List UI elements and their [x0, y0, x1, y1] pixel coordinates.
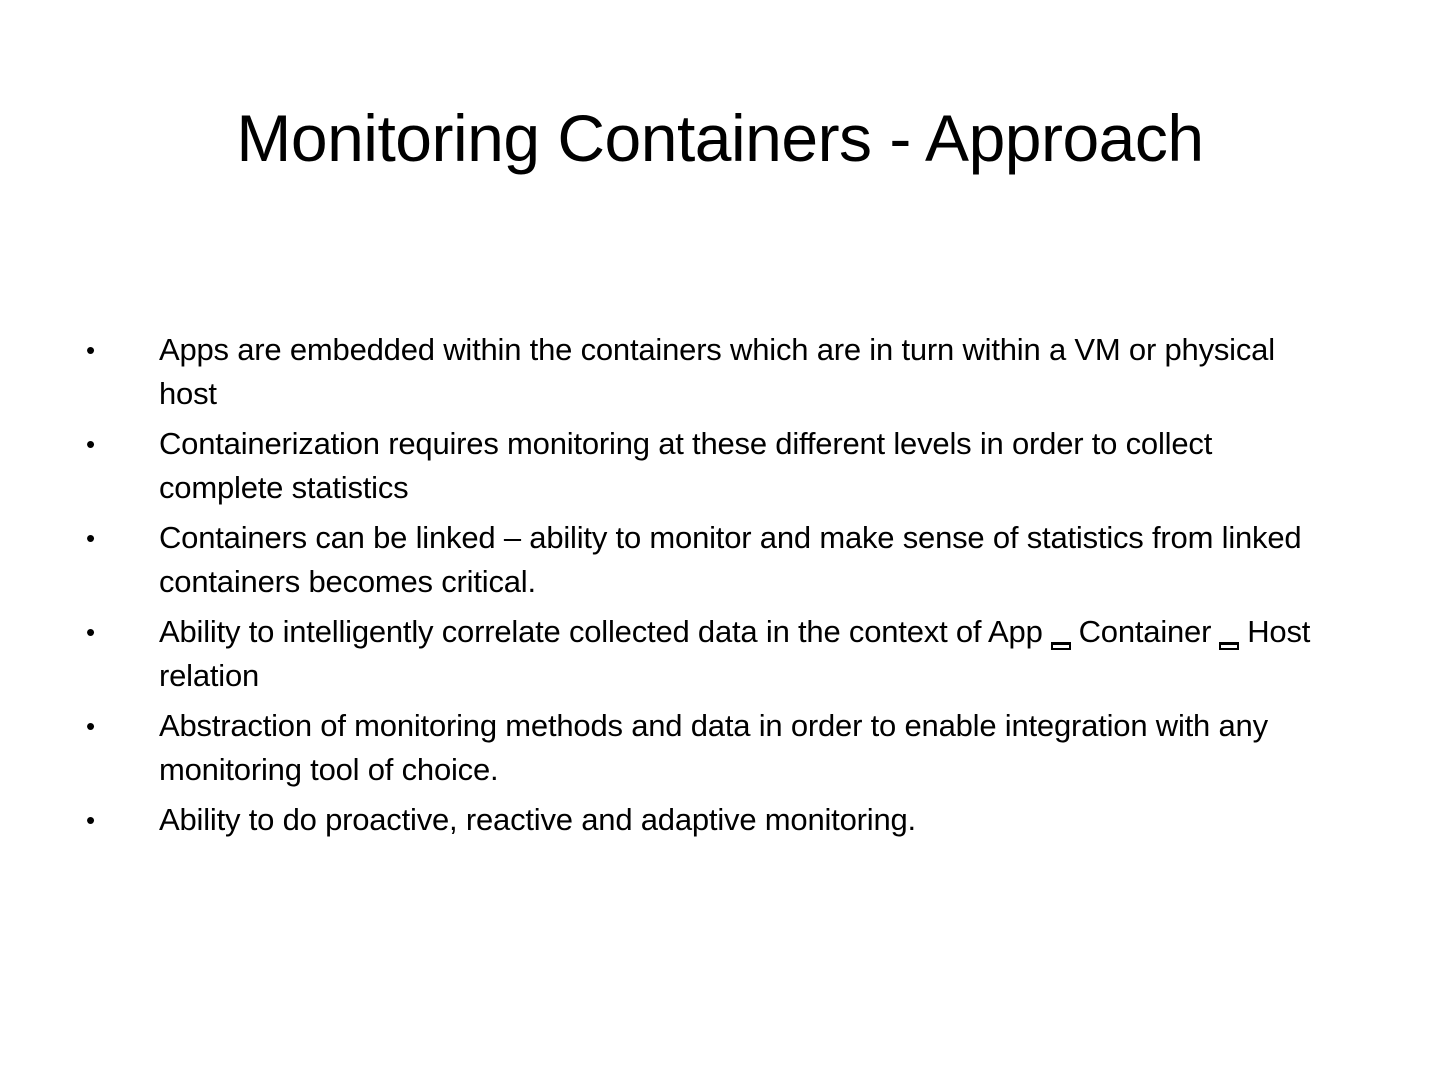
relation-arrow-icon [1219, 642, 1239, 650]
relation-arrow-icon [1051, 642, 1071, 650]
bullet-text: Ability to do proactive, reactive and adaptive monitoring. [159, 802, 916, 837]
bullet-list [0, 328, 1440, 848]
slide-title: Monitoring Containers - Approach [236, 101, 1204, 175]
bullet-item [0, 422, 1440, 510]
bullet-text-part1: Ability to intelligently correlate collected data in the context of App [159, 614, 1043, 649]
bullet-text: Abstraction of monitoring methods and data in order to enable integration with any monitoring tool of choice. [159, 708, 1268, 787]
bullet-dot-icon: • [86, 523, 95, 553]
bullet-item [0, 798, 1440, 842]
bullet-dot-icon: • [86, 711, 95, 741]
bullet-dot-icon: • [86, 805, 95, 835]
bullet-dot-icon: • [86, 617, 95, 647]
bullet-item [0, 328, 1440, 416]
bullet-item [0, 610, 1440, 698]
bullet-text-part2: Container [1078, 614, 1212, 649]
bullet-dot-icon: • [86, 429, 95, 459]
bullet-item [0, 704, 1440, 792]
bullet-text-part3: Host relation [159, 614, 1311, 693]
bullet-text: Apps are embedded within the containers which are in turn within a VM or physical host [159, 332, 1275, 411]
bullet-text: Containerization requires monitoring at these different levels in order to collect complete statistics [159, 426, 1213, 505]
bullet-dot-icon: • [86, 335, 95, 365]
bullet-item [0, 516, 1440, 604]
bullet-text: Containers can be linked – ability to monitor and make sense of statistics from linked containers becomes critical. [159, 520, 1302, 599]
